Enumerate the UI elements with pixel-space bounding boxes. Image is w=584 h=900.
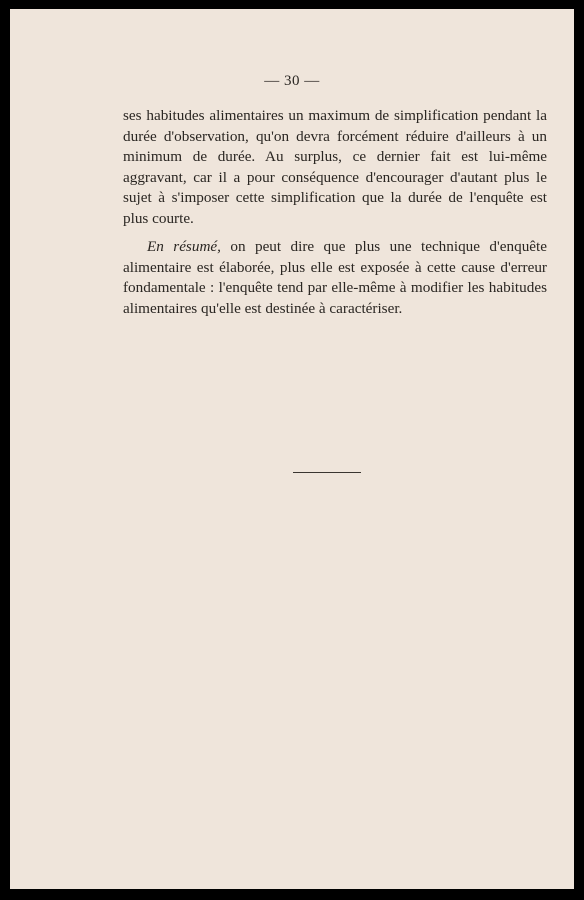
- page-number: — 30 —: [264, 73, 320, 89]
- paragraph-1: ses habitudes alimentaires un maximum de simplification pendant la durée d'observation, qu'on devra forcément réduire d'ailleurs à un minimum de durée. Au surplus, ce dernier fait est lui-même aggravant, car il a pour conséquence d'encourager d'autant plus le sujet à s'imposer cette simplification que la durée de l'enquête est plus courte.: [123, 107, 547, 227]
- paragraph-2-lead: En résumé,: [147, 238, 221, 255]
- paragraph-2-text: on peut dire que plus une technique d'enquête alimentaire est élaborée, plus elle est exposée à cette cause d'erreur fondamentale : l'enquête tend par elle-même à modifier les habitudes alimentaires qu'elle est destinée à caractériser.: [123, 238, 547, 317]
- section-divider: [293, 472, 361, 473]
- body-text: [123, 106, 547, 319]
- paragraph-2: [123, 237, 547, 319]
- document-page: [10, 9, 574, 889]
